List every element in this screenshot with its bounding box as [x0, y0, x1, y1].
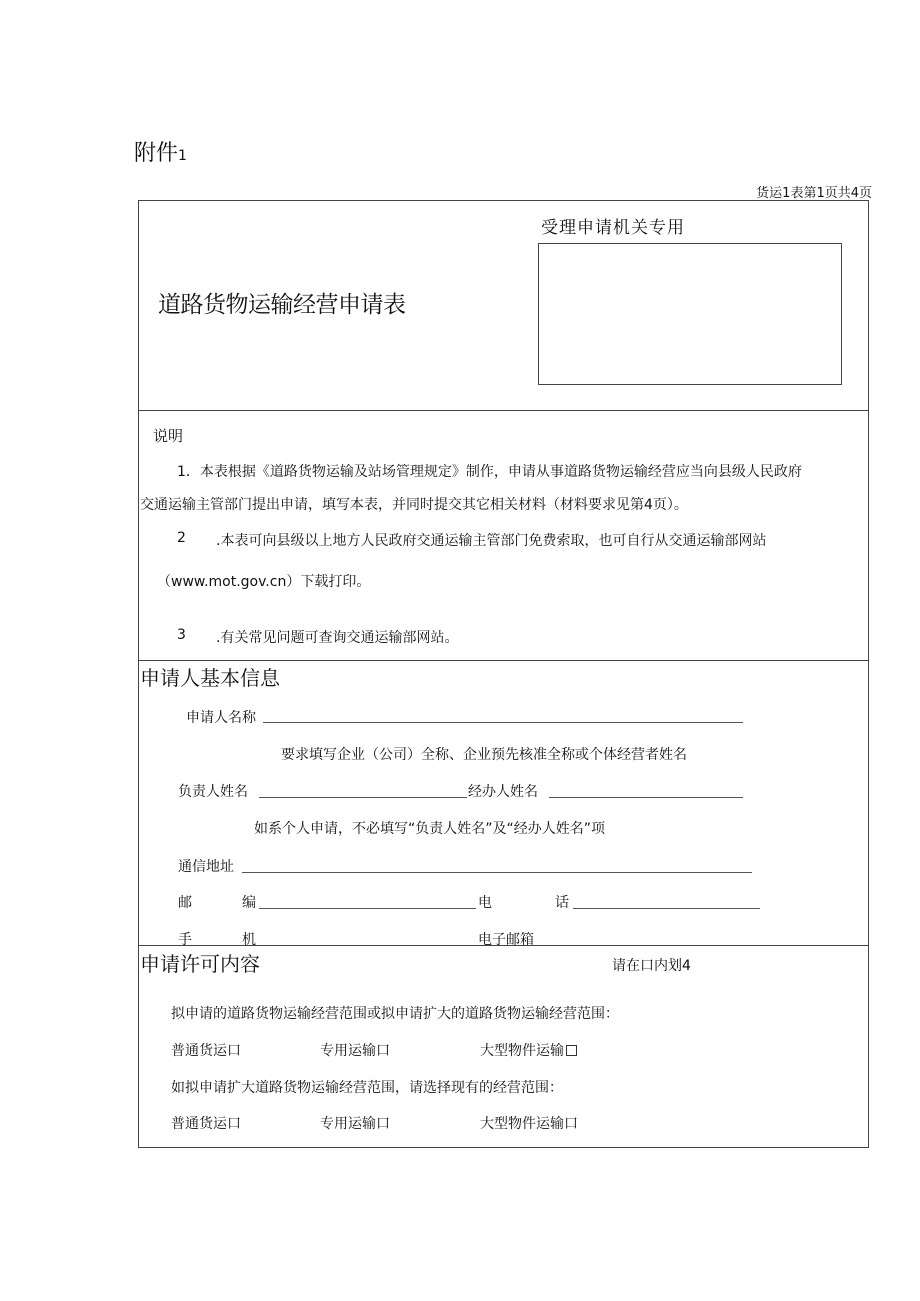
- applicant-name-hint: 要求填写企业（公司）全称、企业预先核准全称或个体经营者姓名: [281, 747, 687, 763]
- existing-special-transport[interactable]: 专用运输口: [320, 1116, 390, 1132]
- option-special-transport[interactable]: 专用运输口: [320, 1043, 390, 1059]
- attachment-number: 1: [178, 148, 187, 164]
- large-cargo-checkbox[interactable]: [566, 1045, 577, 1056]
- office-use-label: 受理申请机关专用: [541, 218, 685, 238]
- personal-application-hint: 如系个人申请，不必填写“负责人姓名”及“经办人姓名”项: [254, 821, 606, 837]
- agent-name-label: 经办人姓名: [468, 784, 538, 800]
- divider-title: [138, 410, 869, 411]
- applicant-name-field[interactable]: [263, 722, 743, 723]
- applicant-section-heading: 申请人基本信息: [140, 666, 280, 690]
- option-large-cargo[interactable]: [480, 1040, 577, 1060]
- note-3-number: 3: [177, 627, 186, 643]
- postcode-field[interactable]: [259, 908, 476, 909]
- agent-name-field[interactable]: [549, 797, 743, 798]
- note-2-line-2: （www.mot.gov.cn）下载打印。: [157, 574, 371, 590]
- permit-instruction: 请在口内划4: [612, 958, 691, 974]
- address-label: 通信地址: [178, 859, 234, 875]
- form-title: 道路货物运输经营申请表: [158, 292, 406, 318]
- option-large-cargo-label: 大型物件运输: [480, 1043, 564, 1059]
- attachment-label: 附件1: [134, 141, 187, 166]
- phone-field[interactable]: [573, 908, 760, 909]
- office-use-box[interactable]: [538, 243, 842, 385]
- postcode-label-2: 编: [242, 895, 256, 911]
- page-info: 货运1表第1页共4页: [756, 186, 872, 201]
- notes-heading: 说明: [153, 427, 184, 445]
- phone-label-1: 电: [478, 895, 492, 911]
- note-1-line-2: 交通运输主管部门提出申请，填写本表，并同时提交其它相关材料（材料要求见第4页）。: [140, 497, 688, 513]
- note-2-line-1: .本表可向县级以上地方人民政府交通运输主管部门免费索取，也可自行从交通运输部网站: [216, 533, 767, 549]
- existing-general-freight[interactable]: 普通货运口: [171, 1116, 241, 1132]
- note-3-text: .有关常见问题可查询交通运输部网站。: [216, 630, 459, 646]
- postcode-label-1: 邮: [178, 895, 192, 911]
- divider-notes: [138, 660, 869, 661]
- address-field[interactable]: [242, 872, 752, 873]
- expand-question: 如拟申请扩大道路货物运输经营范围，请选择现有的经营范围：: [171, 1080, 563, 1096]
- phone-label-2: 话: [555, 895, 569, 911]
- applicant-name-label: 申请人名称: [186, 710, 256, 726]
- email-label: 电子邮箱: [478, 932, 534, 948]
- mobile-label-2: 机: [242, 932, 256, 948]
- mobile-label-1: 手: [178, 932, 192, 948]
- note-2-number: 2: [177, 530, 186, 546]
- note-1-line-1: 1．本表根据《道路货物运输及站场管理规定》制作，申请从事道路货物运输经营应当向县级人民政府: [177, 464, 802, 480]
- permit-section-heading: 申请许可内容: [140, 952, 260, 976]
- principal-name-label: 负责人姓名: [178, 784, 248, 800]
- existing-large-cargo[interactable]: 大型物件运输口: [480, 1116, 578, 1132]
- scope-question: 拟申请的道路货物运输经营范围或拟申请扩大的道路货物运输经营范围：: [171, 1006, 619, 1022]
- option-general-freight[interactable]: 普通货运口: [171, 1043, 241, 1059]
- principal-name-field[interactable]: [259, 797, 467, 798]
